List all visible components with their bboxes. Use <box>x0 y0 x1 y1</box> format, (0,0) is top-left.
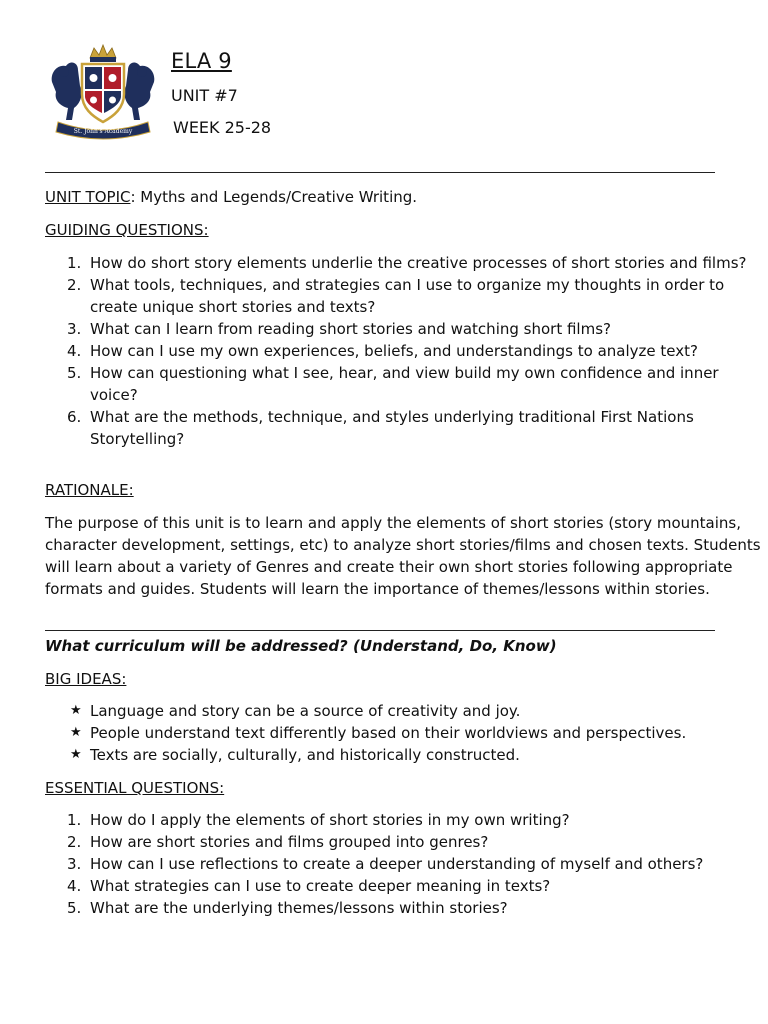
guiding-question-item <box>45 406 746 450</box>
week-range: WEEK 25-28 <box>173 118 272 137</box>
guiding-question-item <box>45 318 746 340</box>
big-idea-item <box>45 722 686 744</box>
crest-motto: St. John's Academy <box>73 128 133 135</box>
essential-question-item <box>45 897 703 919</box>
guiding-question-item <box>45 362 746 406</box>
item-number: 1. <box>67 811 82 829</box>
item-text: What are the methods, technique, and styles underlying traditional First Nations <box>90 408 694 426</box>
rationale-paragraph <box>45 512 761 600</box>
item-text: voice? <box>90 386 138 404</box>
item-number: 5. <box>67 899 82 917</box>
unit-topic-label: UNIT TOPIC <box>45 188 131 206</box>
unit-topic <box>45 186 417 208</box>
item-text: What can I learn from reading short stories and watching short films? <box>90 320 611 338</box>
item-text: What tools, techniques, and strategies can I use to organize my thoughts in order to <box>90 276 725 294</box>
divider-middle <box>45 630 715 631</box>
item-text: What strategies can I use to create deeper meaning in texts? <box>90 877 551 895</box>
guiding-questions-list <box>45 252 746 450</box>
essential-question-item <box>45 853 703 875</box>
divider-top <box>45 172 715 173</box>
item-text: create unique short stories and texts? <box>90 298 376 316</box>
guiding-question-item <box>45 274 746 318</box>
item-number: 2. <box>67 276 82 294</box>
big-ideas-heading: BIG IDEAS: <box>45 670 127 688</box>
item-text: How can I use reflections to create a deeper understanding of myself and others? <box>90 855 704 873</box>
big-ideas-list <box>45 700 686 766</box>
item-text: How can I use my own experiences, beliefs, and understandings to analyze text? <box>90 342 698 360</box>
item-text: How are short stories and films grouped into genres? <box>90 833 489 851</box>
essential-questions-list <box>45 809 703 919</box>
rationale-line: The purpose of this unit is to learn and apply the elements of short stories (story mountains, <box>45 514 741 532</box>
item-number: 2. <box>67 833 82 851</box>
item-number: 4. <box>67 877 82 895</box>
big-idea-item <box>45 744 686 766</box>
item-text: How do short story elements underlie the creative processes of short stories and films? <box>90 254 747 272</box>
guiding-questions-heading: GUIDING QUESTIONS: <box>45 221 209 239</box>
star-bullet-icon: ★ <box>70 703 82 718</box>
item-text: What are the underlying themes/lessons within stories? <box>90 899 508 917</box>
item-number: 3. <box>67 320 82 338</box>
document-title: ELA 9 <box>171 49 232 73</box>
rationale-line: will learn about a variety of Genres and create their own short stories following appropriate <box>45 558 733 576</box>
item-number: 5. <box>67 364 82 382</box>
item-number: 6. <box>67 408 82 426</box>
rationale-line: formats and guides. Students will learn the importance of themes/lessons within stories. <box>45 580 710 598</box>
big-idea-item <box>45 700 686 722</box>
item-number: 4. <box>67 342 82 360</box>
essential-questions-heading: ESSENTIAL QUESTIONS: <box>45 779 225 797</box>
guiding-question-item <box>45 252 746 274</box>
item-number: 1. <box>67 254 82 272</box>
unit-number: UNIT #7 <box>171 86 238 105</box>
unit-topic-value: : Myths and Legends/Creative Writing. <box>130 188 418 206</box>
rationale-line: character development, settings, etc) to analyze short stories/films and chosen texts. Students <box>45 536 761 554</box>
star-bullet-icon: ★ <box>70 747 82 762</box>
school-crest-logo <box>44 42 162 146</box>
rationale-heading: RATIONALE: <box>45 481 134 499</box>
guiding-question-item <box>45 340 746 362</box>
curriculum-question: What curriculum will be addressed? (Understand, Do, Know) <box>45 637 557 655</box>
item-text: Language and story can be a source of creativity and joy. <box>90 702 521 720</box>
star-bullet-icon: ★ <box>70 725 82 740</box>
essential-question-item <box>45 875 703 897</box>
essential-question-item <box>45 809 703 831</box>
item-text: People understand text differently based on their worldviews and perspectives. <box>90 724 687 742</box>
item-number: 3. <box>67 855 82 873</box>
item-text: Storytelling? <box>90 430 185 448</box>
essential-question-item <box>45 831 703 853</box>
item-text: How do I apply the elements of short stories in my own writing? <box>90 811 570 829</box>
item-text: Texts are socially, culturally, and historically constructed. <box>90 746 520 764</box>
item-text: How can questioning what I see, hear, and view build my own confidence and inner <box>90 364 719 382</box>
